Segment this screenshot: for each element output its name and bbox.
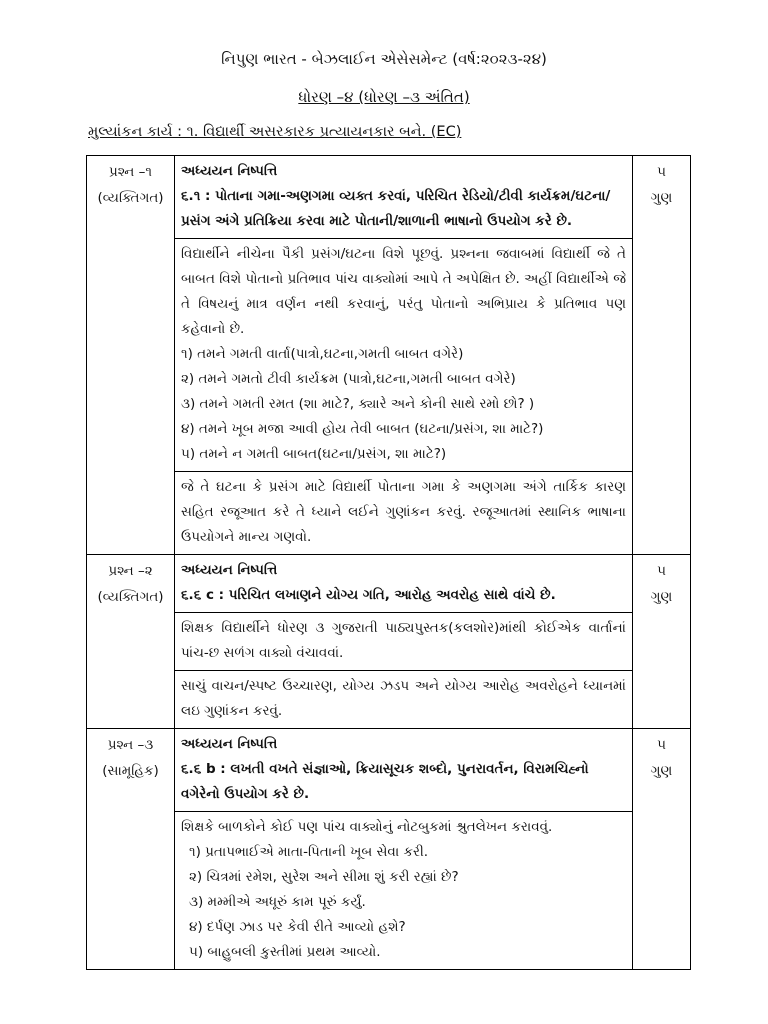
question-type: (સામૂહિક) [102, 763, 159, 779]
question-1-label-cell [87, 156, 175, 555]
question-2-marks-cell [633, 555, 691, 729]
question-type: (વ્યક્તિગત) [97, 190, 164, 206]
question-2-evaluation [175, 671, 633, 729]
list-item: ૪) દર્પણ ઝાડ પર કેવી રીતે આવ્યો હશે? [189, 919, 406, 935]
outcome-heading: અધ્યયન નિષ્પત્તિ [181, 562, 278, 578]
instruction-text: શિક્ષક વિદ્યાર્થીને ધોરણ ૩ ગુજરાતી પાઠ્યપુસ્તક(કલશોર)માંથી કોઈએક વાર્તાનાં પાંચ-છ સળંગ વાક્યો વંચાવવાં. [181, 620, 626, 661]
evaluation-text: સાચું વાચન/સ્પષ્ટ ઉચ્ચારણ, યોગ્ય ઝડપ અને યોગ્ય આરોહ અવરોહને ધ્યાનમાં લઇ ગુણાંકન કરવું. [181, 678, 626, 719]
question-label: પ્રશ્ન –૨ [108, 563, 153, 579]
list-item: ૩) મમ્મીએ અધૂરું કામ પૂરું કર્યું. [189, 894, 366, 910]
question-type: (વ્યક્તિગત) [97, 589, 164, 605]
marks-unit: ગુણ [650, 589, 673, 605]
outcome-text: ૬.૧ : પોતાના ગમા-અણગમા વ્યક્ત કરવાં, પરિચિત રેડિયો/ટીવી કાર્યક્રમ/ઘટના/પ્રસંગ અંગે પ્રતિક્રિયા કરવા માટે પોતાની/શાળાની ભાષાનો ઉપયોગ કરે છે. [181, 188, 611, 229]
question-3-outcome [175, 729, 633, 812]
question-1-instruction-row [87, 239, 691, 472]
marks-unit: ગુણ [650, 763, 673, 779]
outcome-heading: અધ્યયન નિષ્પત્તિ [181, 163, 278, 179]
outcome-text: ૬.૬ b : લખતી વખતે સંજ્ઞાઓ, ક્રિયાસૂચક શબ્દો, પુનરાવર્તન, વિરામચિહ્નો વગેરેનો ઉપયોગ કરે છે. [181, 761, 589, 802]
list-item: ૩) તમને ગમતી રમત (શા માટે?, ક્યારે અને કોની સાથે રમો છો? ) [181, 396, 535, 412]
list-item: ૫) તમને ન ગમતી બાબત(ઘટના/પ્રસંગ, શા માટે?) [181, 446, 447, 462]
question-3-label-cell [87, 729, 175, 970]
question-label: પ્રશ્ન –૩ [107, 737, 154, 753]
question-1-outcome-row [87, 156, 691, 239]
assessment-table [86, 155, 691, 970]
question-3-instruction [175, 812, 633, 970]
list-item: ૨) તમને ગમતો ટીવી કાર્યક્રમ (પાત્રો,ઘટના,ગમતી બાબત વગેરે) [181, 371, 516, 387]
evaluation-text: જે તે ઘટના કે પ્રસંગ માટે વિદ્યાર્થી પોતાના ગમા કે અણગમા અંગે તાર્કિક કારણ સહિત રજૂઆત કરે તે ધ્યાને લઈને ગુણાંકન કરવું. રજૂઆતમાં સ્થાનિક ભાષાના ઉપયોગને માન્ય ગણવો. [181, 479, 626, 545]
list-item: ૪) તમને ખૂબ મજા આવી હોય તેવી બાબત (ઘટના/પ્રસંગ, શા માટે?) [181, 421, 544, 437]
list-item: ૧) પ્રતાપભાઈએ માતા-પિતાની ખૂબ સેવા કરી. [189, 844, 429, 860]
question-1-instruction [175, 239, 633, 472]
marks-number: ૫ [657, 164, 666, 180]
question-1-evaluation [175, 472, 633, 555]
marks-number: ૫ [657, 563, 666, 579]
marks-unit: ગુણ [650, 190, 673, 206]
question-2-outcome [175, 555, 633, 613]
question-3-instruction-row [87, 812, 691, 970]
list-item: ૨) ચિત્રમાં રમેશ, સુરેશ અને સીમા શું કરી રહ્યાં છે? [189, 869, 459, 885]
question-1-outcome [175, 156, 633, 239]
question-1-evaluation-row [87, 472, 691, 555]
standard-heading: ધોરણ –૪ (ધોરણ –૩ અંતિત) [298, 88, 470, 106]
assessment-task: મુલ્યાંકન કાર્ય : ૧. વિદ્યાર્થી અસરકારક પ્રત્યાયનકાર બને. (EC) [88, 124, 462, 140]
question-2-label-cell [87, 555, 175, 729]
list-item: ૧) તમને ગમતી વાર્તા(પાત્રો,ઘટના,ગમતી બાબત વગેરે) [181, 346, 464, 362]
outcome-heading: અધ્યયન નિષ્પત્તિ [181, 736, 278, 752]
marks-number: ૫ [657, 737, 666, 753]
question-2-instruction [175, 613, 633, 671]
question-3-outcome-row [87, 729, 691, 812]
question-3-marks-cell [633, 729, 691, 970]
question-2-instruction-row [87, 613, 691, 671]
question-2-outcome-row [87, 555, 691, 613]
question-1-marks-cell [633, 156, 691, 555]
instruction-text: વિદ્યાર્થીને નીચેના પૈકી પ્રસંગ/ઘટના વિશે પૂછવું. પ્રશ્નના જવાબમાં વિદ્યાર્થી જે તે બાબત વિશે પોતાનો પ્રતિભાવ પાંચ વાક્યોમાં આપે તે અપેક્ષિત છે. અહીં વિદ્યાર્થીએ જે તે વિષયનું માત્ર વર્ણન નથી કરવાનું, પરંતુ પોતાનો અભિપ્રાય કે પ્રતિભાવ પણ કહેવાનો છે. [181, 246, 626, 337]
question-2-evaluation-row [87, 671, 691, 729]
question-label: પ્રશ્ન –૧ [108, 164, 153, 180]
instruction-text: શિક્ષકે બાળકોને કોઈ પણ પાંચ વાક્યોનું નોટબુકમાં શ્રુતલેખન કરાવવું. [181, 819, 553, 835]
list-item: ૫) બાહુબલી કુસ્તીમાં પ્રથમ આવ્યો. [189, 944, 381, 960]
document-title: નિપુણ ભારત - બેઝલાઈન એસેસમેન્ટ (વર્ષ:૨૦૨૩-૨૪) [221, 50, 547, 68]
outcome-text: ૬.૬ c : પરિચિત લખાણને યોગ્ય ગતિ, આરોહ અવરોહ સાથે વાંચે છે. [181, 587, 556, 603]
